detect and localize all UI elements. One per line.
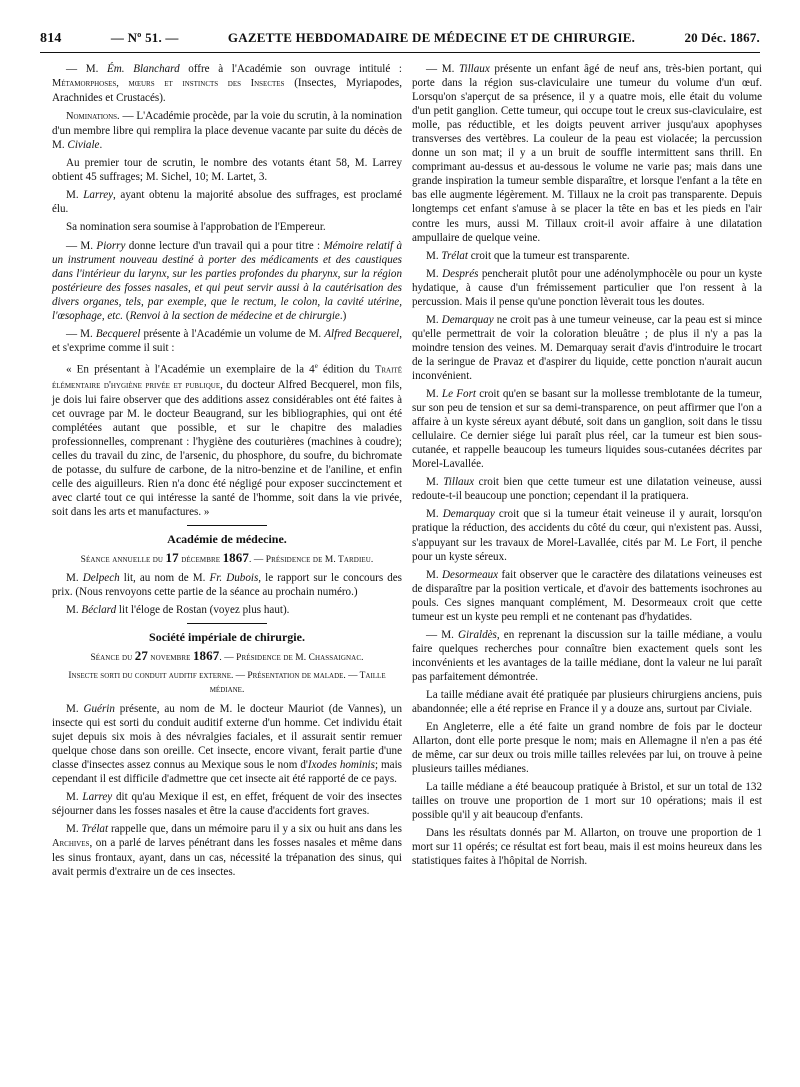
paragraph: — M. Piorry donne lecture d'un travail qui a pour titre : Mémoire relatif à un instrument nouveau destiné à porter des médicaments et des caustiques dans l'intérieur du larynx, sur les parties profondes du pharynx, sur la région postérieure des fosses nasales, et qui peut servir aussi à la cautérisation des divers organes, tels, par exemple, que le rectum, le colon, la cavité utérine, l'œsophage, etc. (Renvoi à la section de médecine et de chirurgie.) — [52, 239, 403, 322]
paragraph: Dans les résultats donnés par M. Allarton, on trouve une proportion de 1 mort sur 11 opérés; ce résultat est fort beau, mais il est moins heureux dans les statistiques faites à l'hôpital de Norrish. — [412, 827, 762, 868]
issue-date: 20 Déc. 1867. — [684, 30, 760, 45]
right-column — [412, 62, 762, 873]
issue-number: — Nº 51. — — [110, 30, 179, 45]
paragraph: « En présentant à l'Académie un exemplaire de la 4e édition du Traité élémentaire d'hygiène privée et publique, du docteur Alfred Becquerel, mon fils, je dois lui faire observer que des additions assez considérables ont été faites à cet ouvrage par M. le docteur Beaugrand, sur les bibliographies, qui ont été complétées autant que possible, et sur le chapitre des maladies professionnelles, comprenant : l'hygiène des couturières (machines à coudre); celles du travail du zinc, de l'arsenic, du phosphore, du soufre, du bichromate de potasse, du sulfure de carbone, de la nitro-benzine et de l'aniline, et enfin celle des aiguilleurs. Rien n'a donc été négligé pour exposer succinctement et avec clarté tout ce qui intéresse la santé de l'homme, soit dans la vie privée, soit dans les arts et manufactures. » — [52, 361, 403, 519]
paragraph: M. Le Fort croit qu'en se basant sur la mollesse tremblotante de la tumeur, sur son peu de tension et sur sa demi-transparence, on peut affirmer que l'on a affaire à un kyste séreux ayant débuté, soit dans un ganglion, soit dans le tissu cellulaire. Ce dernier siége lui paraît plus réel, car la tumeur est bien sous-cutanée, et rappelle beaucoup les tumeurs liquides sous-cutanées décrites par Morel-Lavallée. — [412, 388, 762, 471]
seance-subhead: Insecte sorti du conduit auditif externe. — Présentation de malade. — Taille médiane. — [68, 671, 386, 696]
paragraph: M. Demarquay croit que si la tumeur était veineuse il y aurait, lorsqu'on pratique la réduction, des accidents du côté du cœur, qui n'existent pas. Aussi, s'appuyant sur les travaux de Morel-Lavallée, cités par M. Le Fort, il penche pour un kyste séreux. — [412, 508, 763, 563]
paragraph: M. Trélat rappelle que, dans un mémoire paru il y a six ou huit ans dans les Archives, on a parlé de larves pénétrant dans les fosses nasales et même dans les sinus frontaux, ayant, dans un cas, nécessité la trépanation des sinus, qui avait permis d'extraire un de ces insectes. — [52, 822, 402, 879]
page-number: 814 — [40, 31, 62, 46]
seance-line: Séance annuelle du 17 décembre 1867. — Présidence de M. Tardieu. — [80, 550, 374, 566]
section-title-academie: Académie de médecine. — [167, 532, 287, 547]
section-divider — [187, 623, 267, 624]
seance-line: Séance du 27 novembre 1867. — Présidence de M. Chassaignac. — [90, 648, 364, 664]
paragraph: En Angleterre, elle a été faite un grand nombre de fois par le docteur Allarton, dont elle porte presque le nom; mais en Allemagne il n'en a pas été de même, car sur deux ou trois mille tailles relevées par lui, on trouve à peine plusieurs tailles médianes. — [412, 721, 762, 776]
journal-title: GAZETTE HEBDOMADAIRE DE MÉDECINE ET DE CHIRURGIE. — [227, 30, 636, 45]
paragraph: La taille médiane avait été pratiquée par plusieurs chirurgiens anciens, puis abandonnée; elle a été reprise en France il y a douze ans, surtout par Civiale. — [412, 688, 762, 716]
paragraph: Sa nomination sera soumise à l'approbation de l'Empereur. — [66, 221, 326, 234]
paragraph: M. Desormeaux fait observer que le caractère des dilatations veineuses est de disparaître par la position verticale, et d'avoir des battements isochrones au pouls. Ces signes manquant complément, M. Desormeaux croit que cette tumeur est un kyste peu rempli et ne contenant pas d'hydatides. — [412, 568, 762, 623]
paragraph: M. Larrey dit qu'au Mexique il est, en effet, fréquent de voir des insectes séjourner dans les fosses nasales et être la cause d'accidents fort graves. — [52, 790, 402, 817]
paragraph: M. Larrey, ayant obtenu la majorité absolue des suffrages, est proclamé élu. — [52, 189, 402, 216]
page-header — [40, 30, 760, 52]
paragraph: M. Trélat croit que la tumeur est transparente. — [426, 249, 630, 262]
section-title-societe: Société impériale de chirurgie. — [149, 630, 305, 645]
paragraph: M. Demarquay ne croit pas à une tumeur veineuse, car la peau est si mince qu'elle permettrait de voir la coloration bleuâtre ; de plus il n'y a pas la moindre tension des veines. M. Demarquay serait d'avis d'introduire le trocart de la seringue de Pravaz et d'aspirer du liquide, cette ponction n'aurait aucun inconvénient. — [412, 313, 762, 382]
paragraph: — M. Tillaux présente un enfant âgé de neuf ans, très-bien portant, qui porte dans la région sus-claviculaire une tumeur du volume d'un œuf. Lorsqu'on s'aperçut de sa présence, il y a quatre mois, elle était du volume d'un petit ganglion. Cette tumeur, qui occupe tout le creux sus-claviculaire, est molle, pas réductible, et les doigts peuvent arriver jusqu'aux apophyses transverses des vertèbres. La couleur de la peau est violacée; la percussion donne un son mat; il y a un bruit de souffle intermittent sans thrill. En comprimant au-dessus et au-dessous le volume ne varie pas; mais dans une grande inspiration la tumeur semble disparaître, et lorsque l'enfant a la tête en bas elle augmente légèrement. M. Tillaux ne la croit pas transparente. Depuis longtemps cet enfant s'amuse à se placer la tête en bas et les pieds en l'air contre les murs, aussi M. Tillaux croit-il avoir affaire à une dilatation ampullaire de quelque veine. — [412, 63, 762, 244]
paragraph: Au premier tour de scrutin, le nombre des votants étant 58, M. Larrey obtient 45 suffrages; M. Sichel, 10; M. Lartet, 3. — [52, 157, 402, 184]
paragraph: — M. Giraldès, en reprenant la discussion sur la taille médiane, a voulu faire quelques recherches pour connaître bien exactement quels sont les inconvénients et les avantages de la taille médiane, dont la valeur ne lui paraît pas parfaitement démontrée. — [412, 628, 762, 683]
paragraph: — M. Ém. Blanchard offre à l'Académie son ouvrage intitulé : Métamorphoses, mœurs et instincts des Insectes (Insectes, Myriapodes, Arachnides et Crustacés). — [52, 63, 403, 105]
paragraph: La taille médiane a été beaucoup pratiquée à Bristol, et sur un total de 132 tailles on trouve une proportion de 1 mort sur 10 opérations; mais il est possible qu'il y ait beaucoup d'enfants. — [412, 781, 762, 822]
paragraph: M. Guérin présente, au nom de M. le docteur Mauriot (de Vannes), un insecte qui est sorti du conduit auditif externe d'un homme. Cet individu était sujet depuis six mois à des névralgies faciales, et il assurait sentir remuer quelque chose dans son oreille. Cet insecte, encore vivant, ferait partie d'une classe d'insectes assez connus au Mexique sous le nom d'Ixodes hominis; mais cependant il est difficile d'admettre que cet insecte ait été rapporté de ce pays. — [52, 702, 402, 785]
header-rule — [40, 52, 760, 53]
paragraph: Nominations. — L'Académie procède, par la voie du scrutin, à la nomination d'un membre libre qui remplira la place devenue vacante par suite du décès de M. Civiale. — [52, 110, 402, 152]
section-divider — [187, 525, 267, 526]
paragraph: M. Delpech lit, au nom de M. Fr. Dubois, le rapport sur le concours des prix. (Nous renvoyons cette partie de la séance au prochain numéro.) — [52, 572, 403, 599]
paragraph: — M. Becquerel présente à l'Académie un volume de M. Alfred Becquerel, et s'exprime comme il suit : — [52, 327, 402, 354]
paragraph: M. Després pencherait plutôt pour une adénolymphocèle ou pour un kyste hydatique, à cause d'un frémissement particulier que l'on ressent à la percussion. Mais il pense qu'une ponction lèverait tous les doutes. — [412, 267, 762, 308]
paragraph: M. Tillaux croit bien que cette tumeur est une dilatation veineuse, aussi redoute-t-il beaucoup une ponction; cependant il la pratiquera. — [412, 476, 762, 503]
left-column — [52, 62, 402, 883]
paragraph: M. Béclard lit l'éloge de Rostan (voyez plus haut). — [66, 604, 290, 617]
